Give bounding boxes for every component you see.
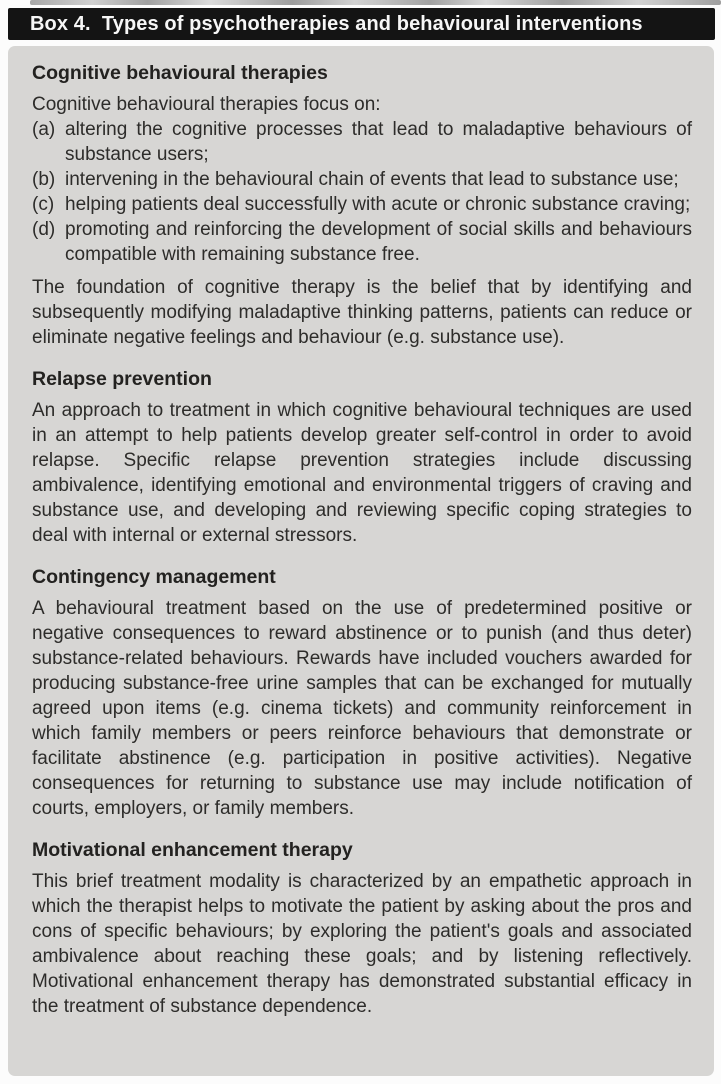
list-item-c bbox=[32, 192, 692, 217]
section-paragraph-contingency: A behavioural treatment based on the use of predetermined positive or negative consequences to reward abstinence or to punish (and thus deter) substance-related behaviours. Rewards have included vouchers awarded for producing substance-free urine samples that can be exchanged for mutually agreed upon items (e.g. cinema tickets) and community reinforcement in which family members or peers reinforce behaviours that demonstrate or facilitate abstinence (e.g. participation in positive activities). Negative consequences for returning to substance use may include notification of courts, employers, or family members. bbox=[32, 598, 692, 819]
section-heading-cognitive: Cognitive behavioural therapies bbox=[32, 62, 328, 84]
list-marker-b: (b) bbox=[32, 169, 56, 190]
section-heading-motivational: Motivational enhancement therapy bbox=[32, 839, 353, 861]
box-header-bar bbox=[8, 8, 715, 40]
section-paragraph-motivational: This brief treatment modality is characterized by an empathetic approach in which the therapist helps to motivate the patient by asking about the pros and cons of specific behaviours; by exploring the patient's goals and associated ambivalence about reaching these goals; and by listening reflectively. Motivational enhancement therapy has demonstrated substantial efficacy in the treatment of substance dependence. bbox=[32, 871, 692, 1017]
lettered-list bbox=[32, 117, 692, 267]
section-relapse-prevention bbox=[32, 366, 692, 548]
list-marker-a: (a) bbox=[32, 119, 56, 140]
section-heading-relapse: Relapse prevention bbox=[32, 368, 212, 390]
section-paragraph-cognitive: The foundation of cognitive therapy is the belief that by identifying and subsequently modifying maladaptive thinking patterns, patients can reduce or eliminate negative feelings and behaviour (e.g. substance use). bbox=[32, 277, 692, 348]
list-item-c-text: helping patients deal successfully with acute or chronic substance craving; bbox=[65, 194, 691, 215]
section-heading-contingency: Contingency management bbox=[32, 566, 276, 588]
section-intro-text: Cognitive behavioural therapies focus on: bbox=[32, 94, 381, 115]
list-item-a-text: altering the cognitive processes that lead to maladaptive behaviours of substance users; bbox=[65, 119, 692, 165]
list-marker-d: (d) bbox=[32, 219, 56, 240]
list-item-d bbox=[32, 217, 692, 267]
list-item-a bbox=[32, 117, 692, 167]
list-item-b-text: intervening in the behavioural chain of events that lead to substance use; bbox=[65, 169, 679, 190]
section-contingency-management bbox=[32, 564, 692, 821]
section-cognitive-behavioural-therapies bbox=[32, 60, 692, 350]
section-paragraph-relapse: An approach to treatment in which cognitive behavioural techniques are used in an attempt to help patients develop greater self-control in order to avoid relapse. Specific relapse prevention strategies include discussing ambivalence, identifying emotional and environmental triggers of craving and substance use, and developing and reviewing specific coping strategies to deal with internal or external stressors. bbox=[32, 400, 692, 546]
list-marker-c: (c) bbox=[32, 194, 55, 215]
section-motivational-enhancement-therapy bbox=[32, 837, 692, 1019]
box-title: Box 4. Types of psychotherapies and behavioural interventions bbox=[30, 12, 643, 35]
list-item-d-text: promoting and reinforcing the development of social skills and behaviours compatible with remaining substance free. bbox=[65, 219, 692, 265]
list-item-b bbox=[32, 167, 692, 192]
scan-edge-artifact bbox=[30, 0, 721, 5]
box-body-panel bbox=[8, 46, 714, 1076]
